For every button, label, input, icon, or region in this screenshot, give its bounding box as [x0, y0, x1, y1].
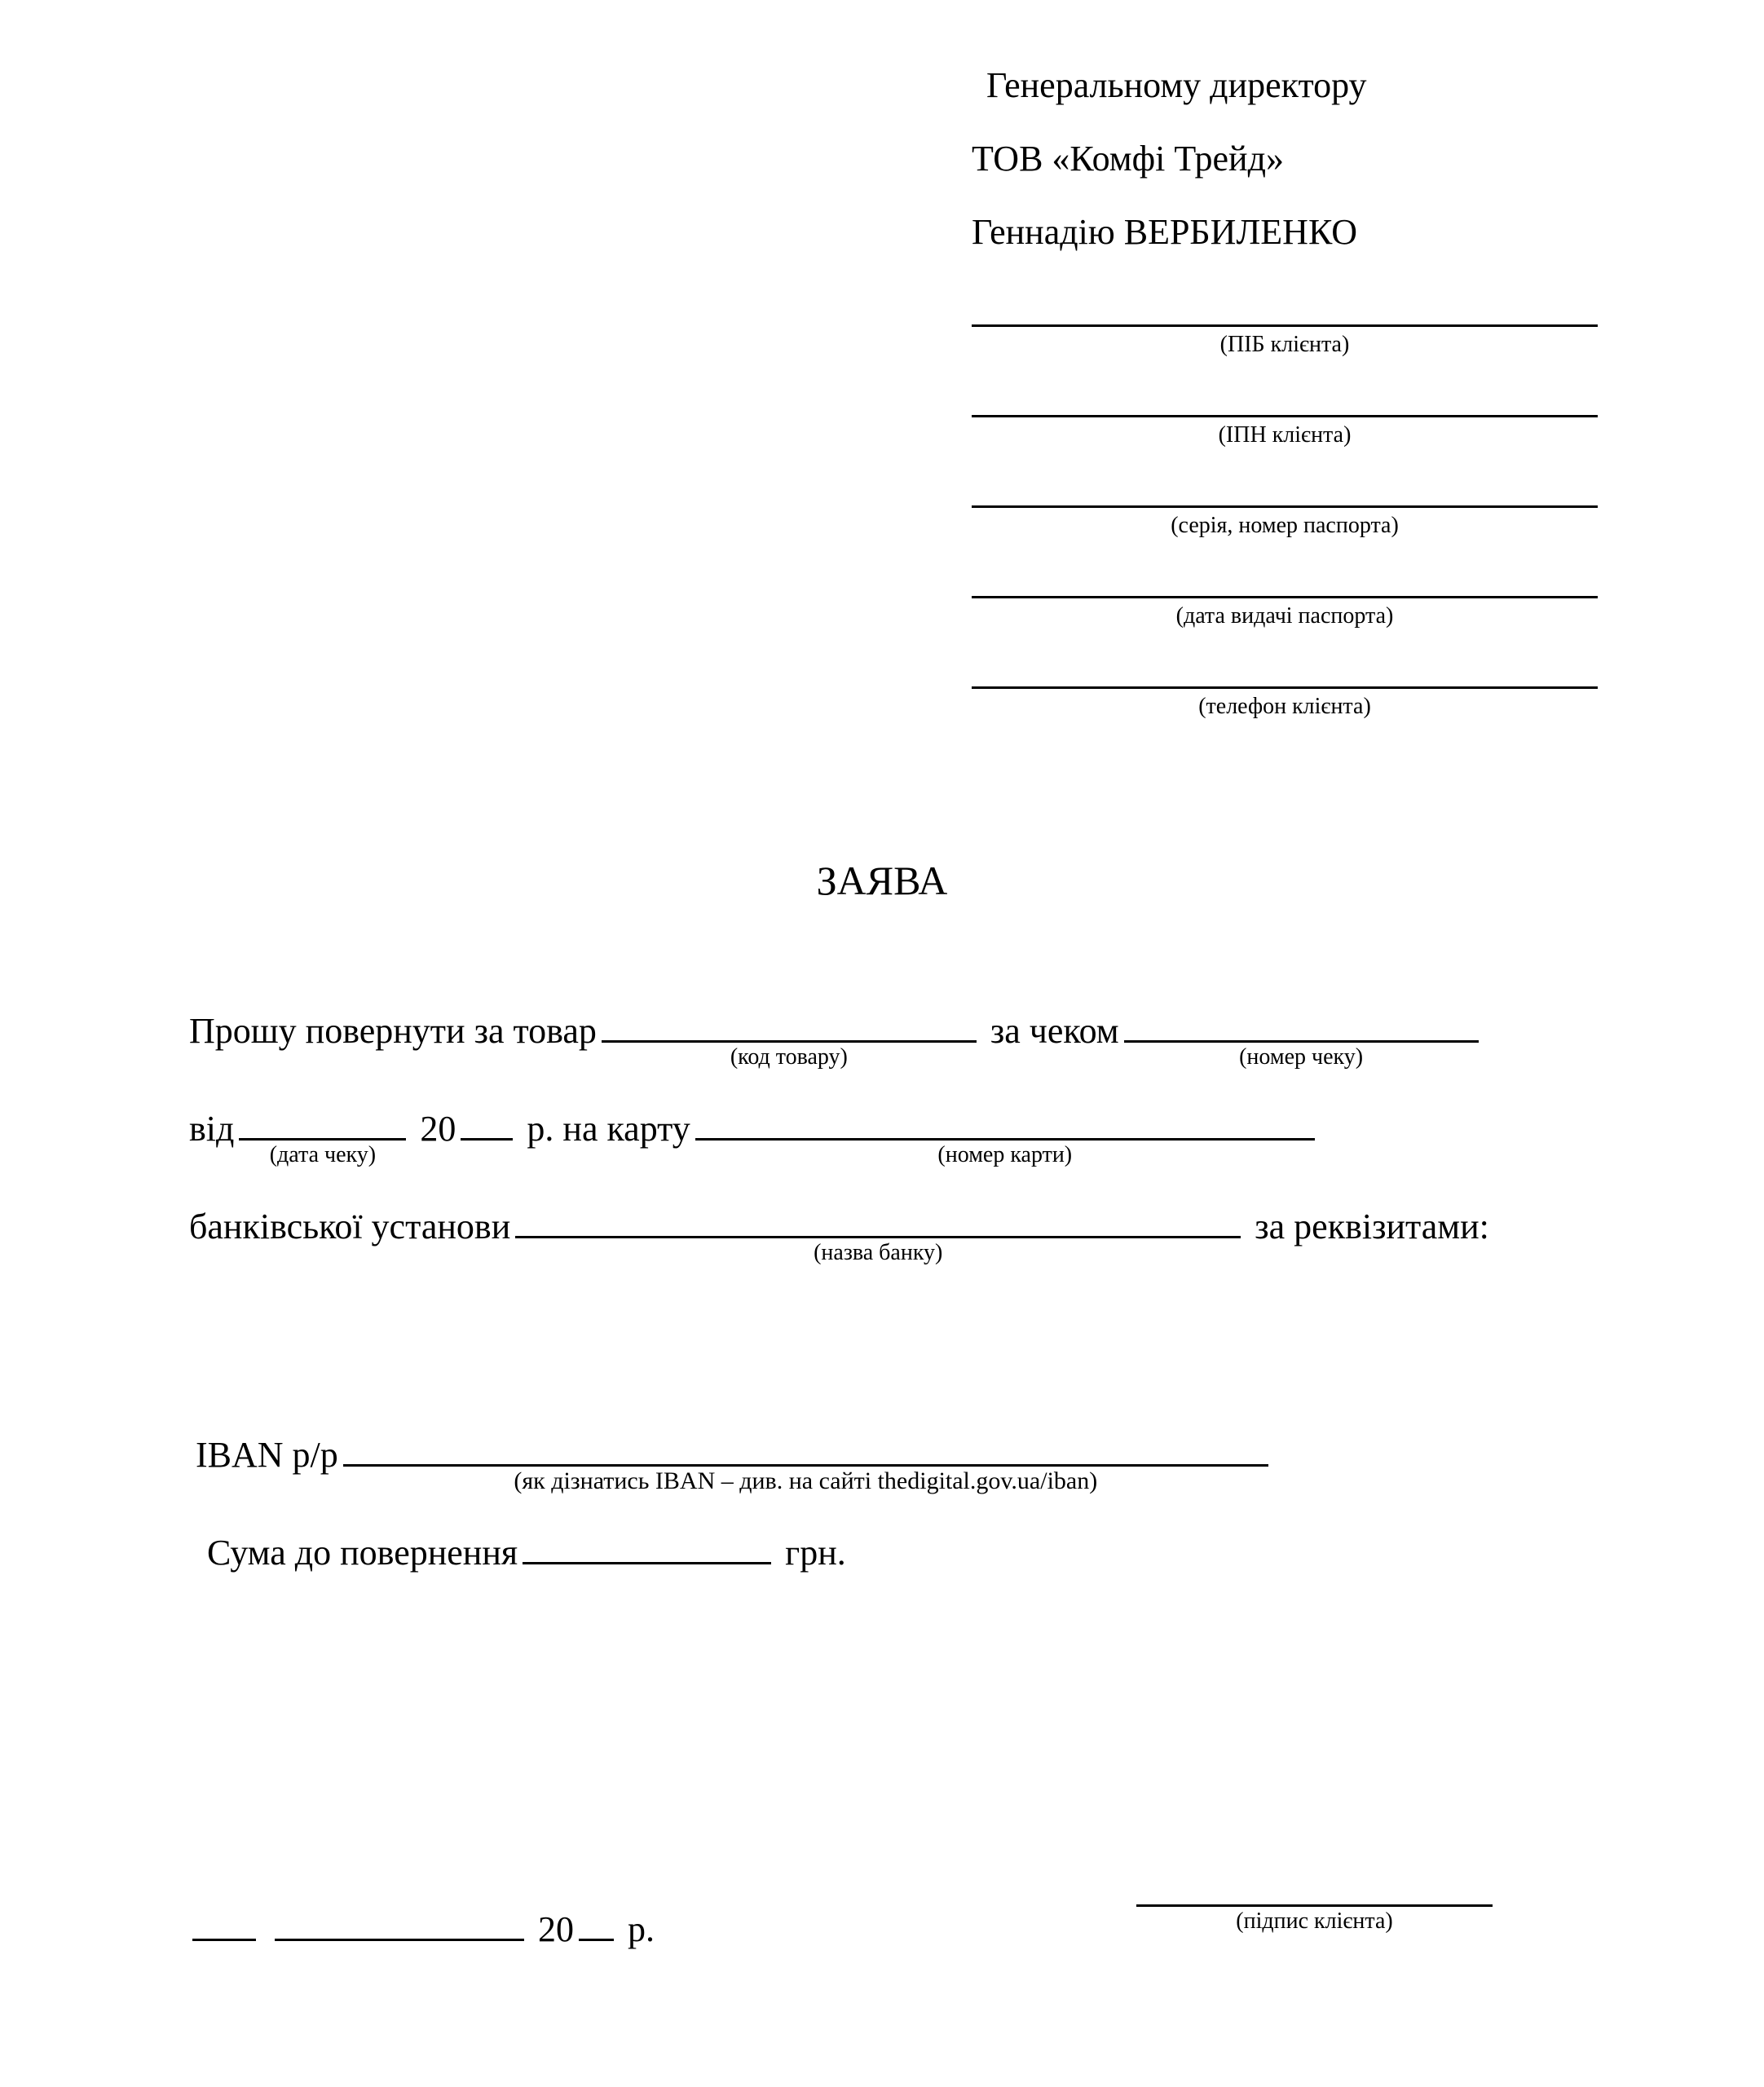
client-name-field-group [972, 324, 1598, 360]
page-title: ЗАЯВА [816, 858, 948, 903]
receipt-number-field[interactable] [1124, 1008, 1479, 1070]
passport-series-field-group [972, 505, 1598, 541]
request-body [189, 982, 1489, 1276]
card-number-field[interactable] [695, 1105, 1315, 1167]
client-phone-caption: (телефон клієнта) [1198, 694, 1371, 719]
by-requisites-text: за реквізитами: [1255, 1207, 1489, 1246]
recipient-block [972, 49, 1598, 269]
request-line-2 [189, 1080, 1489, 1178]
passport-series-caption: (серія, номер паспорта) [1171, 513, 1399, 538]
iban-field[interactable] [343, 1432, 1268, 1494]
receipt-number-caption: (номер чеку) [1239, 1044, 1364, 1070]
iban-line [196, 1406, 1273, 1504]
signature-caption: (підпис клієнта) [1236, 1908, 1393, 1934]
product-code-caption: (код товару) [730, 1044, 848, 1070]
refund-amount-field[interactable] [523, 1529, 771, 1564]
passport-date-caption: (дата видачі паспорта) [1175, 603, 1394, 629]
footer-year-suffix: р. [628, 1909, 655, 1949]
to-card-text: р. на карту [527, 1109, 690, 1149]
sum-line [196, 1504, 1273, 1602]
from-text: від [189, 1109, 235, 1149]
bank-prefix-text: банківської установи [189, 1207, 511, 1246]
client-fields-block [972, 269, 1598, 721]
passport-date-field-group [972, 596, 1598, 631]
request-line-3 [189, 1178, 1489, 1276]
bank-name-field[interactable] [515, 1203, 1241, 1265]
request-line-1 [189, 982, 1489, 1080]
iban-sum-block [196, 1406, 1273, 1602]
footer-year-prefix: 20 [538, 1909, 574, 1949]
signature-field[interactable] [1136, 1872, 1493, 1934]
card-number-caption: (номер карти) [937, 1142, 1073, 1167]
year-prefix-text: 20 [420, 1109, 456, 1149]
client-ipn-field-group [972, 415, 1598, 450]
iban-hint-caption: (як дізнатись IBAN – див. на сайті thedigital.gov.ua/iban) [514, 1467, 1098, 1494]
recipient-company: ТОВ «Комфі Трейд» [972, 139, 1284, 179]
month-blank-field[interactable] [275, 1906, 524, 1941]
bank-name-caption: (назва банку) [814, 1240, 943, 1265]
receipt-date-field[interactable] [239, 1105, 406, 1167]
client-phone-field-group [972, 686, 1598, 721]
product-code-field[interactable] [602, 1008, 977, 1070]
sum-label: Сума до повернення [207, 1533, 518, 1573]
date-line [187, 1906, 655, 1950]
footer-year-blank-field[interactable] [579, 1906, 614, 1941]
day-blank-field[interactable] [192, 1906, 256, 1941]
client-ipn-caption: (ІПН клієнта) [1218, 422, 1352, 448]
recipient-person: Геннадію ВЕРБИЛЕНКО [972, 212, 1357, 252]
recipient-position: Генеральному директору [986, 65, 1367, 105]
year-blank-field[interactable] [461, 1105, 513, 1141]
receipt-date-caption: (дата чеку) [269, 1142, 377, 1167]
client-name-caption: (ПІБ клієнта) [1219, 332, 1350, 357]
iban-label: IBAN р/р [196, 1435, 338, 1475]
request-prefix-text: Прошу повернути за товар [189, 1011, 597, 1051]
signature-block [1131, 1872, 1497, 1934]
by-receipt-text: за чеком [990, 1011, 1119, 1051]
currency-text: грн. [785, 1533, 846, 1573]
